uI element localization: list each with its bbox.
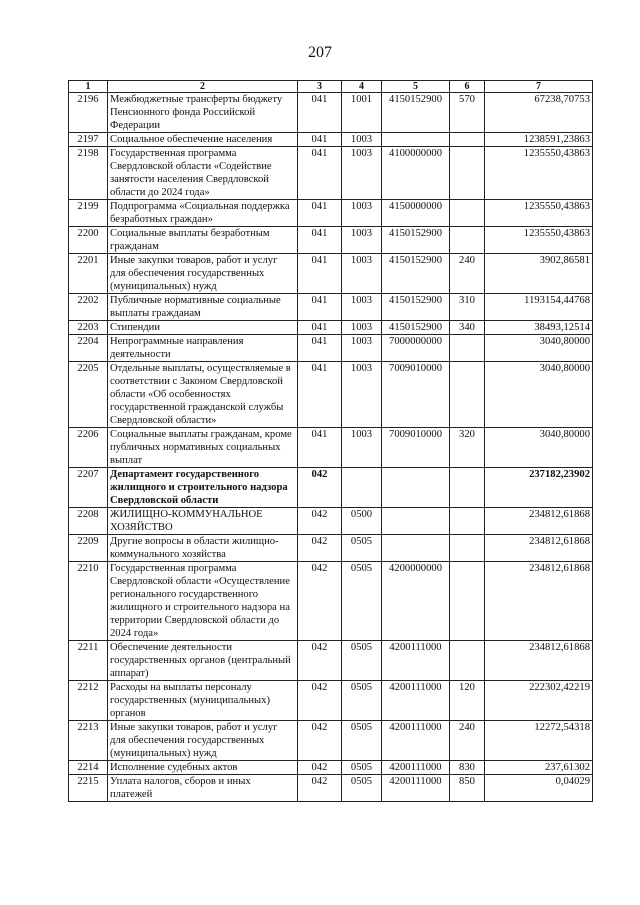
section-code-cell: 1003 [342,321,382,335]
ministry-code-cell: 042 [298,641,342,681]
table-row [69,362,593,428]
section-code-cell: 0505 [342,535,382,562]
section-code-cell: 1003 [342,200,382,227]
amount-cell: 1193154,44768 [485,294,593,321]
row-name-cell: Межбюджетные трансферты бюджету Пенсионного фонда Российской Федерации [108,93,298,133]
row-name-cell: Иные закупки товаров, работ и услуг для обеспечения государственных (муниципальных) нужд [108,721,298,761]
target-article-cell: 4200111000 [382,681,450,721]
ministry-code-cell: 042 [298,535,342,562]
expense-type-cell [450,641,485,681]
amount-cell: 1235550,43863 [485,227,593,254]
expense-type-cell [450,468,485,508]
ministry-code-cell: 042 [298,562,342,641]
table-row [69,294,593,321]
amount-cell: 234812,61868 [485,535,593,562]
row-name-cell: Обеспечение деятельности государственных органов (центральный аппарат) [108,641,298,681]
ministry-code-cell: 041 [298,294,342,321]
target-article-cell: 4200111000 [382,641,450,681]
amount-cell: 3040,80000 [485,362,593,428]
section-code-cell: 0505 [342,721,382,761]
section-code-cell: 1001 [342,93,382,133]
row-number-cell: 2208 [69,508,108,535]
expense-type-cell: 320 [450,428,485,468]
target-article-cell: 4150152900 [382,254,450,294]
expense-type-cell [450,335,485,362]
expense-type-cell [450,200,485,227]
column-header: 3 [298,81,342,93]
amount-cell: 237,61302 [485,761,593,775]
table-body [69,93,593,802]
row-number-cell: 2199 [69,200,108,227]
budget-table [68,80,593,802]
section-code-cell: 0505 [342,775,382,802]
ministry-code-cell: 042 [298,721,342,761]
amount-cell: 3040,80000 [485,335,593,362]
table-row [69,775,593,802]
table-row [69,93,593,133]
expense-type-cell: 570 [450,93,485,133]
amount-cell: 1235550,43863 [485,147,593,200]
row-number-cell: 2202 [69,294,108,321]
target-article-cell: 4150152900 [382,93,450,133]
target-article-cell: 7009010000 [382,428,450,468]
amount-cell: 1238591,23863 [485,133,593,147]
target-article-cell: 7009010000 [382,362,450,428]
amount-cell: 67238,70753 [485,93,593,133]
target-article-cell: 4100000000 [382,147,450,200]
section-code-cell: 1003 [342,362,382,428]
section-code-cell: 1003 [342,227,382,254]
ministry-code-cell: 041 [298,93,342,133]
expense-type-cell: 850 [450,775,485,802]
section-code-cell: 1003 [342,335,382,362]
amount-cell: 12272,54318 [485,721,593,761]
row-name-cell: Другие вопросы в области жилищно-коммунального хозяйства [108,535,298,562]
target-article-cell: 4150152900 [382,321,450,335]
ministry-code-cell: 041 [298,133,342,147]
target-article-cell [382,133,450,147]
amount-cell: 38493,12514 [485,321,593,335]
row-name-cell: Государственная программа Свердловской области «Осуществление регионального государственного жилищного и строительного надзора на территории Свердловской области до 2024 года» [108,562,298,641]
expense-type-cell [450,227,485,254]
row-number-cell: 2201 [69,254,108,294]
row-number-cell: 2205 [69,362,108,428]
expense-type-cell [450,562,485,641]
column-header: 7 [485,81,593,93]
row-number-cell: 2214 [69,761,108,775]
section-code-cell: 1003 [342,428,382,468]
table-row [69,428,593,468]
row-number-cell: 2198 [69,147,108,200]
amount-cell: 3902,86581 [485,254,593,294]
expense-type-cell: 340 [450,321,485,335]
table-row [69,761,593,775]
amount-cell: 1235550,43863 [485,200,593,227]
row-number-cell: 2207 [69,468,108,508]
column-header: 1 [69,81,108,93]
row-number-cell: 2211 [69,641,108,681]
target-article-cell: 4200111000 [382,721,450,761]
table-row [69,562,593,641]
amount-cell: 234812,61868 [485,641,593,681]
expense-type-cell: 240 [450,254,485,294]
section-code-cell: 0505 [342,761,382,775]
table-row [69,227,593,254]
row-number-cell: 2213 [69,721,108,761]
row-number-cell: 2209 [69,535,108,562]
expense-type-cell: 240 [450,721,485,761]
table-header-row [69,81,593,93]
target-article-cell: 7000000000 [382,335,450,362]
column-header: 2 [108,81,298,93]
row-number-cell: 2206 [69,428,108,468]
section-code-cell: 0505 [342,681,382,721]
table-row [69,468,593,508]
row-name-cell: ЖИЛИЩНО-КОММУНАЛЬНОЕ ХОЗЯЙСТВО [108,508,298,535]
expense-type-cell: 830 [450,761,485,775]
table-row [69,147,593,200]
column-header: 5 [382,81,450,93]
amount-cell: 237182,23902 [485,468,593,508]
target-article-cell: 4200111000 [382,775,450,802]
row-name-cell: Социальные выплаты гражданам, кроме публичных нормативных социальных выплат [108,428,298,468]
ministry-code-cell: 042 [298,775,342,802]
row-name-cell: Стипендии [108,321,298,335]
section-code-cell: 1003 [342,133,382,147]
section-code-cell: 1003 [342,254,382,294]
section-code-cell: 0500 [342,508,382,535]
ministry-code-cell: 041 [298,428,342,468]
row-name-cell: Департамент государственного жилищного и строительного надзора Свердловской области [108,468,298,508]
target-article-cell: 4200000000 [382,562,450,641]
row-number-cell: 2204 [69,335,108,362]
row-number-cell: 2212 [69,681,108,721]
table-row [69,133,593,147]
row-name-cell: Отдельные выплаты, осуществляемые в соответствии с Законом Свердловской области «Об особенностях государственной гражданской службы Свердловской области» [108,362,298,428]
table-row [69,535,593,562]
table-row [69,200,593,227]
section-code-cell: 1003 [342,147,382,200]
amount-cell: 0,04029 [485,775,593,802]
expense-type-cell [450,508,485,535]
row-number-cell: 2196 [69,93,108,133]
row-name-cell: Публичные нормативные социальные выплаты гражданам [108,294,298,321]
target-article-cell: 4150152900 [382,294,450,321]
expense-type-cell [450,147,485,200]
ministry-code-cell: 041 [298,335,342,362]
column-header: 6 [450,81,485,93]
row-name-cell: Социальные выплаты безработным гражданам [108,227,298,254]
ministry-code-cell: 042 [298,761,342,775]
target-article-cell [382,468,450,508]
amount-cell: 222302,42219 [485,681,593,721]
target-article-cell [382,535,450,562]
row-number-cell: 2200 [69,227,108,254]
page-number: 207 [308,44,332,61]
expense-type-cell [450,133,485,147]
section-code-cell [342,468,382,508]
row-name-cell: Иные закупки товаров, работ и услуг для обеспечения государственных (муниципальных) нужд [108,254,298,294]
table-row [69,721,593,761]
row-name-cell: Расходы на выплаты персоналу государственных (муниципальных) органов [108,681,298,721]
amount-cell: 234812,61868 [485,508,593,535]
expense-type-cell: 310 [450,294,485,321]
section-code-cell: 0505 [342,641,382,681]
row-number-cell: 2197 [69,133,108,147]
ministry-code-cell: 042 [298,468,342,508]
section-code-cell: 1003 [342,294,382,321]
ministry-code-cell: 042 [298,508,342,535]
table-row [69,321,593,335]
row-name-cell: Уплата налогов, сборов и иных платежей [108,775,298,802]
expense-type-cell: 120 [450,681,485,721]
row-name-cell: Государственная программа Свердловской области «Содействие занятости населения Свердловской области до 2024 года» [108,147,298,200]
table-row [69,681,593,721]
ministry-code-cell: 041 [298,362,342,428]
expense-type-cell [450,362,485,428]
ministry-code-cell: 042 [298,681,342,721]
row-name-cell: Непрограммные направления деятельности [108,335,298,362]
target-article-cell: 4150152900 [382,227,450,254]
row-number-cell: 2210 [69,562,108,641]
row-name-cell: Подпрограмма «Социальная поддержка безработных граждан» [108,200,298,227]
target-article-cell: 4200111000 [382,761,450,775]
ministry-code-cell: 041 [298,227,342,254]
table-row [69,254,593,294]
amount-cell: 3040,80000 [485,428,593,468]
table-row [69,508,593,535]
row-number-cell: 2215 [69,775,108,802]
ministry-code-cell: 041 [298,254,342,294]
column-header: 4 [342,81,382,93]
table-row [69,335,593,362]
expense-type-cell [450,535,485,562]
row-name-cell: Социальное обеспечение населения [108,133,298,147]
ministry-code-cell: 041 [298,147,342,200]
row-name-cell: Исполнение судебных актов [108,761,298,775]
target-article-cell: 4150000000 [382,200,450,227]
ministry-code-cell: 041 [298,200,342,227]
section-code-cell: 0505 [342,562,382,641]
target-article-cell [382,508,450,535]
amount-cell: 234812,61868 [485,562,593,641]
table-row [69,641,593,681]
ministry-code-cell: 041 [298,321,342,335]
row-number-cell: 2203 [69,321,108,335]
